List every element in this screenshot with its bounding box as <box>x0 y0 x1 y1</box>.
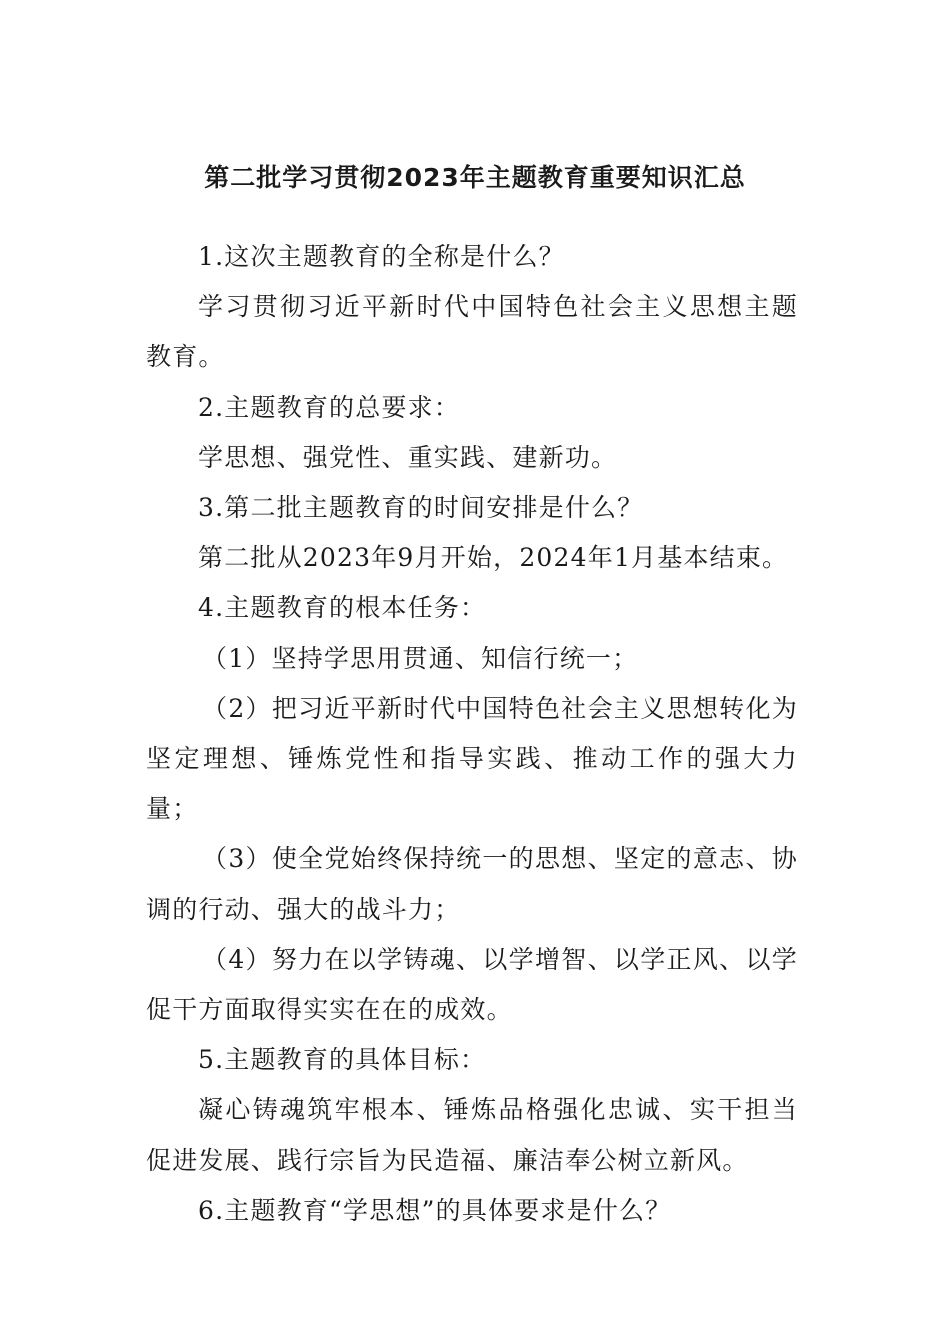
question-3: 3.第二批主题教育的时间安排是什么？ <box>198 493 644 523</box>
question-4: 4.主题教育的根本任务： <box>198 593 487 623</box>
question-1: 1.这次主题教育的全称是什么？ <box>198 242 565 271</box>
task-item-1: （1）坚持学思用贯通、知信行统一； <box>202 643 639 673</box>
document-title: 第二批学习贯彻2023年主题教育重要知识汇总 <box>204 163 746 192</box>
question-2: 2.主题教育的总要求： <box>198 392 461 422</box>
answer-5: 凝心铸魂筑牢根本、锤炼品格强化忠诚、实干担当促进发展、践行宗旨为民造福、廉洁奉公树立新风。 <box>146 1095 798 1175</box>
answer-2: 学思想、强党性、重实践、建新功。 <box>198 442 618 472</box>
answer-3: 第二批从2023年9月开始，2024年1月基本结束。 <box>198 543 789 573</box>
question-5: 5.主题教育的具体目标： <box>198 1045 487 1075</box>
question-6: 6.主题教育“学思想”的具体要求是什么？ <box>198 1195 672 1225</box>
answer-1: 学习贯彻习近平新时代中国特色社会主义思想主题教育。 <box>146 292 798 372</box>
task-item-3: （3）使全党始终保持统一的思想、坚定的意志、协调的行动、强大的战斗力； <box>146 844 798 924</box>
task-item-4: （4）努力在以学铸魂、以学增智、以学正风、以学促干方面取得实实在在的成效。 <box>146 944 798 1025</box>
document-body <box>146 232 798 1236</box>
task-item-2: （2）把习近平新时代中国特色社会主义思想转化为坚定理想、锤炼党性和指导实践、推动工作的强大力量； <box>146 693 798 824</box>
